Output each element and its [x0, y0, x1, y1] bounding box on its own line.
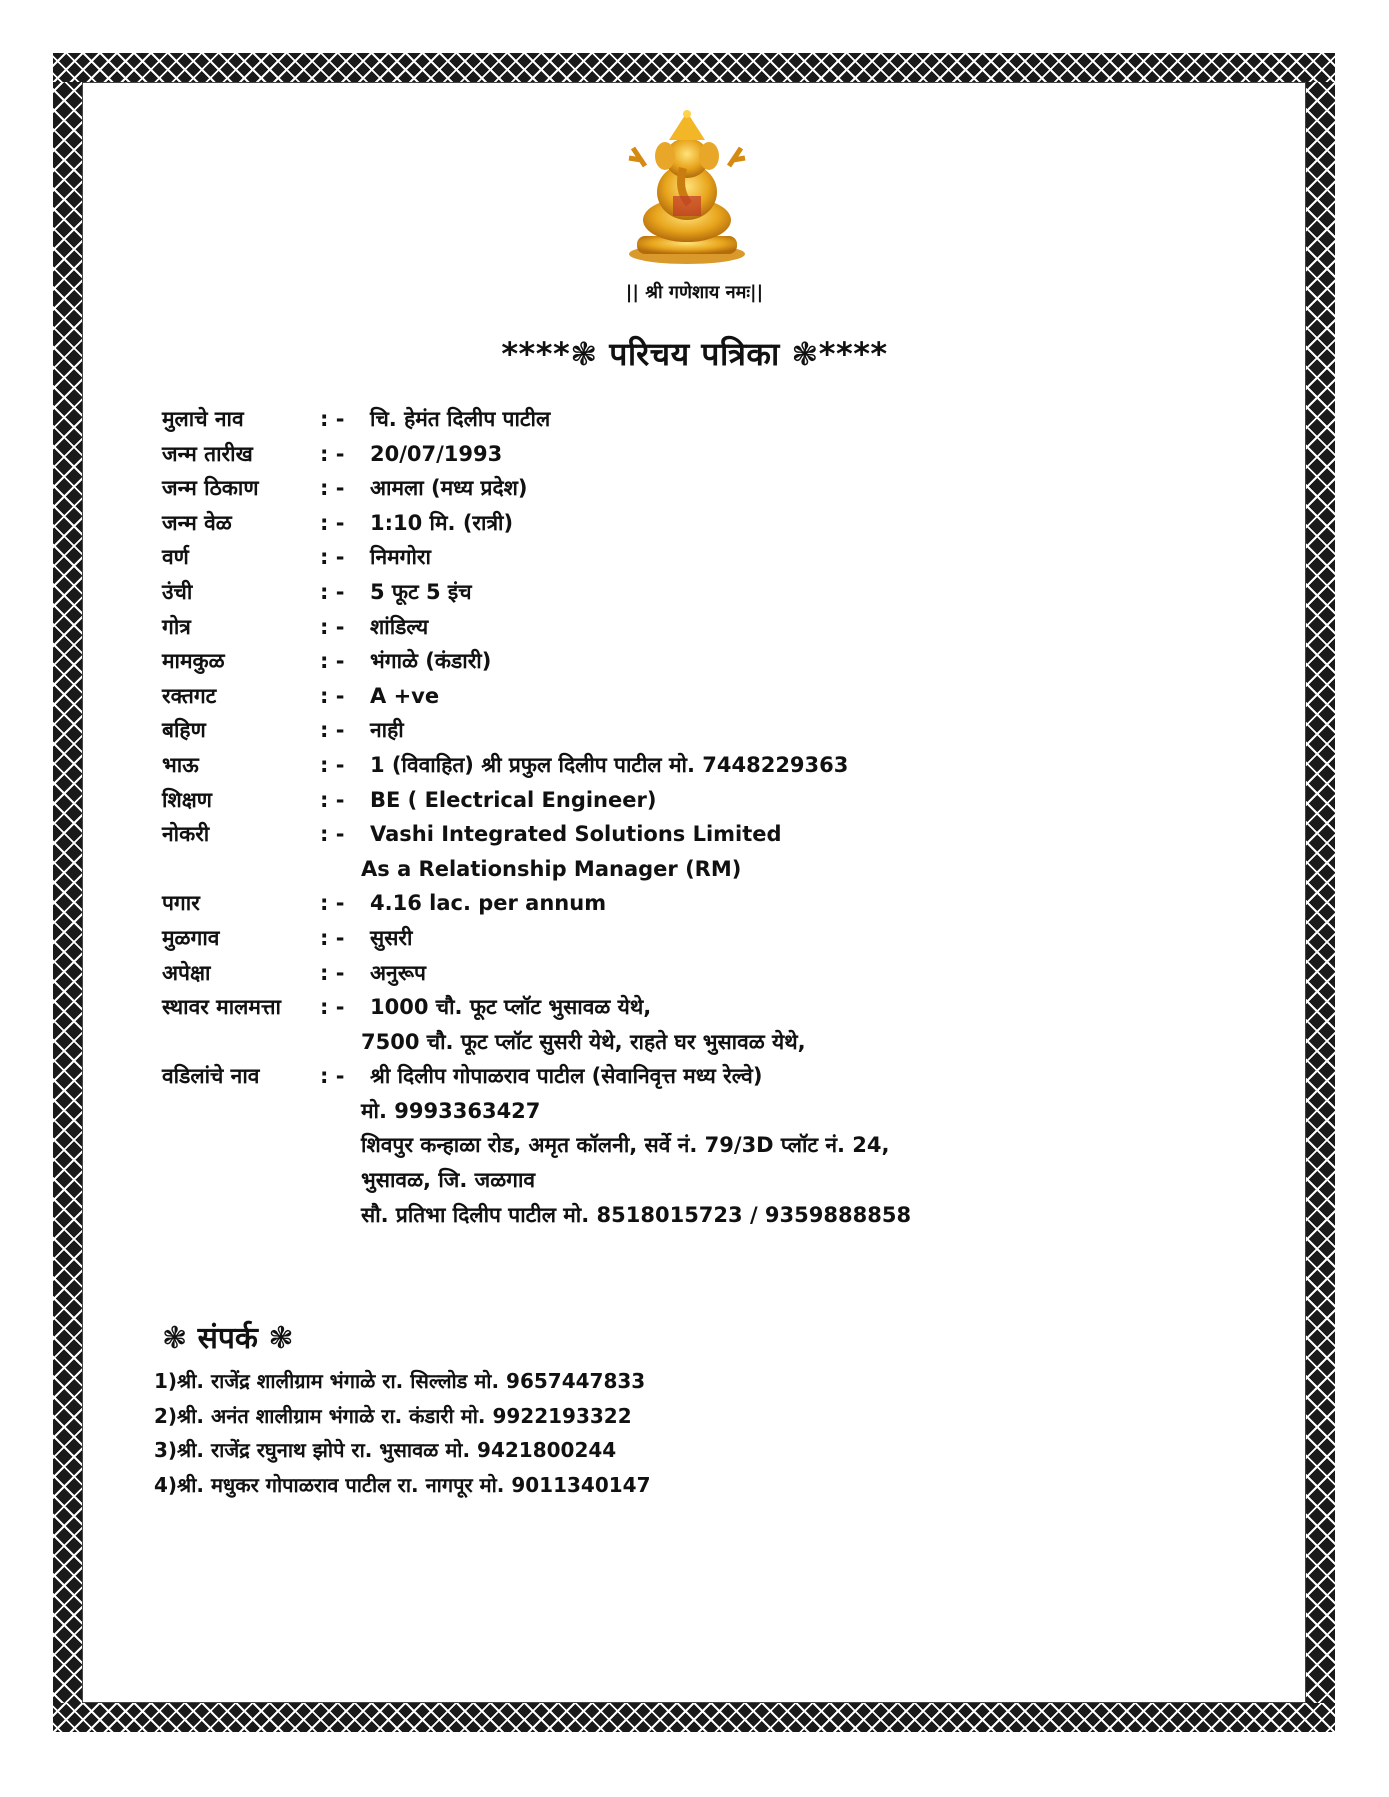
detail-row — [162, 575, 1162, 610]
detail-row — [162, 679, 1162, 714]
contact-heading: ❃ संपर्क ❃ — [162, 1321, 294, 1356]
biodata-details — [162, 402, 1162, 1232]
detail-row — [162, 644, 1162, 679]
contact-item: 1)श्री. राजेंद्र शालीग्राम भंगाळे रा. सिल्लोड मो. 9657447833 — [154, 1369, 646, 1393]
detail-separator: : - — [320, 925, 345, 950]
border-bottom — [53, 1703, 1335, 1732]
detail-separator: : - — [320, 718, 345, 743]
detail-label: वर्ण — [162, 545, 189, 570]
detail-separator: : - — [320, 545, 345, 570]
detail-row — [162, 817, 1162, 852]
detail-row — [162, 540, 1162, 575]
detail-continuation: भुसावळ, जि. जळगाव — [361, 1168, 536, 1193]
detail-label: अपेक्षा — [162, 960, 211, 985]
detail-separator: : - — [320, 822, 345, 847]
detail-separator: : - — [320, 752, 345, 777]
detail-row — [162, 1198, 1162, 1233]
detail-row — [162, 1128, 1162, 1163]
detail-value: भंगाळे (कंडारी) — [370, 649, 492, 674]
ganesha-idol-image — [623, 108, 751, 266]
detail-value: 20/07/1993 — [370, 441, 503, 466]
detail-label: नोकरी — [162, 822, 210, 847]
detail-label: पगार — [162, 891, 200, 916]
detail-separator: : - — [320, 476, 345, 501]
detail-separator: : - — [320, 1064, 345, 1089]
contact-item: 3)श्री. राजेंद्र रघुनाथ झोपे रा. भुसावळ मो. 9421800244 — [154, 1438, 617, 1463]
detail-label: मामकुळ — [162, 649, 225, 674]
detail-value: 5 फूट 5 इंच — [370, 579, 472, 604]
detail-separator: : - — [320, 441, 345, 466]
detail-value: A +ve — [370, 683, 440, 708]
detail-separator: : - — [320, 407, 345, 431]
detail-row — [162, 783, 1162, 818]
contact-list — [154, 1364, 651, 1502]
detail-value: चि. हेमंत दिलीप पाटील — [370, 407, 551, 431]
detail-label: रक्तगट — [162, 683, 217, 708]
detail-label: वडिलांचे नाव — [162, 1064, 260, 1089]
detail-label: भाऊ — [162, 752, 199, 777]
detail-value: आमला (मध्य प्रदेश) — [370, 476, 528, 501]
detail-separator: : - — [320, 614, 345, 639]
detail-separator: : - — [320, 891, 345, 916]
detail-value: 1000 चौ. फूट प्लॉट भुसावळ येथे, — [370, 995, 652, 1020]
border-left — [53, 82, 82, 1703]
detail-value: श्री दिलीप गोपाळराव पाटील (सेवानिवृत्त मध्य रेल्वे) — [370, 1064, 763, 1089]
detail-row — [162, 921, 1162, 956]
border-top — [53, 53, 1335, 82]
detail-row — [162, 1094, 1162, 1129]
detail-label: जन्म ठिकाण — [162, 476, 259, 501]
detail-label: गोत्र — [162, 614, 191, 639]
detail-separator: : - — [320, 649, 345, 674]
detail-row — [162, 471, 1162, 506]
detail-value: 1:10 मि. (रात्री) — [370, 510, 514, 535]
detail-row — [162, 956, 1162, 991]
detail-row — [162, 748, 1162, 783]
detail-value: अनुरूप — [370, 960, 426, 985]
detail-continuation: मो. 9993363427 — [361, 1098, 541, 1123]
detail-row — [162, 1025, 1162, 1060]
detail-continuation: शिवपुर कन्हाळा रोड, अमृत कॉलनी, सर्वे नं. 79/3D प्लॉट नं. 24, — [361, 1133, 890, 1158]
contact-item: 4)श्री. मधुकर गोपाळराव पाटील रा. नागपूर मो. 9011340147 — [154, 1472, 651, 1497]
detail-value: BE ( Electrical Engineer) — [370, 787, 657, 812]
detail-row — [162, 852, 1162, 887]
detail-row — [162, 990, 1162, 1025]
detail-label: उंची — [162, 579, 193, 604]
detail-separator: : - — [320, 995, 345, 1020]
detail-separator: : - — [320, 579, 345, 604]
detail-label: शिक्षण — [162, 787, 212, 812]
detail-row — [162, 1059, 1162, 1094]
contact-item: 2)श्री. अनंत शालीग्राम भंगाळे रा. कंडारी मो. 9922193322 — [154, 1403, 632, 1428]
detail-row — [162, 506, 1162, 541]
detail-row — [162, 437, 1162, 472]
detail-row — [162, 402, 1162, 437]
detail-label: जन्म तारीख — [162, 441, 253, 466]
detail-value: नाही — [370, 718, 404, 743]
invocation-text: || श्री गणेशाय नमः|| — [625, 282, 764, 303]
detail-value: 4.16 lac. per annum — [370, 891, 607, 916]
detail-value: शांडिल्य — [370, 614, 429, 639]
detail-value: सुसरी — [370, 925, 413, 950]
detail-separator: : - — [320, 510, 345, 535]
detail-continuation: सौ. प्रतिभा दिलीप पाटील मो. 8518015723 / 9359888858 — [361, 1202, 912, 1227]
detail-label: मुलाचे नाव — [162, 407, 244, 431]
detail-row — [162, 610, 1162, 645]
detail-label: मुळगाव — [162, 925, 220, 950]
detail-row — [162, 886, 1162, 921]
detail-label: स्थावर मालमत्ता — [162, 995, 281, 1020]
border-right — [1306, 82, 1335, 1703]
page-title: ****❃ परिचय पत्रिका ❃**** — [501, 335, 888, 373]
detail-separator: : - — [320, 787, 345, 812]
detail-row — [162, 713, 1162, 748]
detail-continuation: 7500 चौ. फूट प्लॉट सुसरी येथे, राहते घर भुसावळ येथे, — [361, 1029, 806, 1054]
detail-separator: : - — [320, 960, 345, 985]
detail-value: निमगोरा — [370, 545, 431, 570]
detail-row — [162, 1163, 1162, 1198]
detail-separator: : - — [320, 683, 345, 708]
detail-label: जन्म वेळ — [162, 510, 232, 535]
detail-label: बहिण — [162, 718, 206, 743]
detail-value: 1 (विवाहित) श्री प्रफुल दिलीप पाटील मो. 7448229363 — [370, 752, 849, 777]
detail-continuation: As a Relationship Manager (RM) — [361, 856, 742, 881]
detail-value: Vashi Integrated Solutions Limited — [370, 822, 782, 847]
